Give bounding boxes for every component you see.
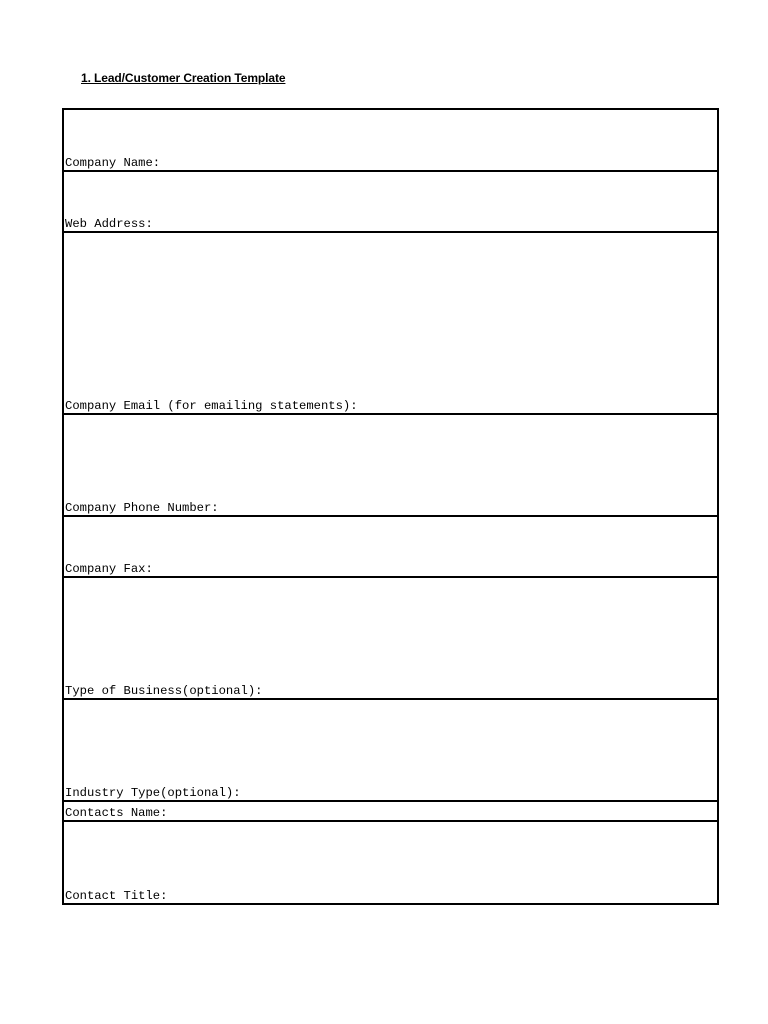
- company-email-label: Company Email (for emailing statements):: [65, 399, 358, 413]
- contacts-name-label: Contacts Name:: [65, 806, 168, 820]
- company-fax-label: Company Fax:: [65, 562, 153, 576]
- industry-type-label: Industry Type(optional):: [65, 786, 241, 800]
- web-address-row[interactable]: [64, 172, 717, 233]
- company-phone-row[interactable]: [64, 415, 717, 517]
- web-address-label: Web Address:: [65, 217, 153, 231]
- industry-type-row[interactable]: [64, 700, 717, 802]
- lead-customer-form-table: [62, 108, 719, 905]
- contacts-name-row[interactable]: [64, 802, 717, 822]
- document-title: 1. Lead/Customer Creation Template: [81, 71, 286, 85]
- company-fax-row[interactable]: [64, 517, 717, 578]
- company-name-label: Company Name:: [65, 156, 161, 170]
- company-phone-label: Company Phone Number:: [65, 501, 219, 515]
- type-of-business-label: Type of Business(optional):: [65, 684, 263, 698]
- contact-title-label: Contact Title:: [65, 889, 168, 903]
- type-of-business-row[interactable]: [64, 578, 717, 700]
- company-email-row[interactable]: [64, 233, 717, 415]
- company-name-row[interactable]: [64, 110, 717, 172]
- contact-title-row[interactable]: [64, 822, 717, 903]
